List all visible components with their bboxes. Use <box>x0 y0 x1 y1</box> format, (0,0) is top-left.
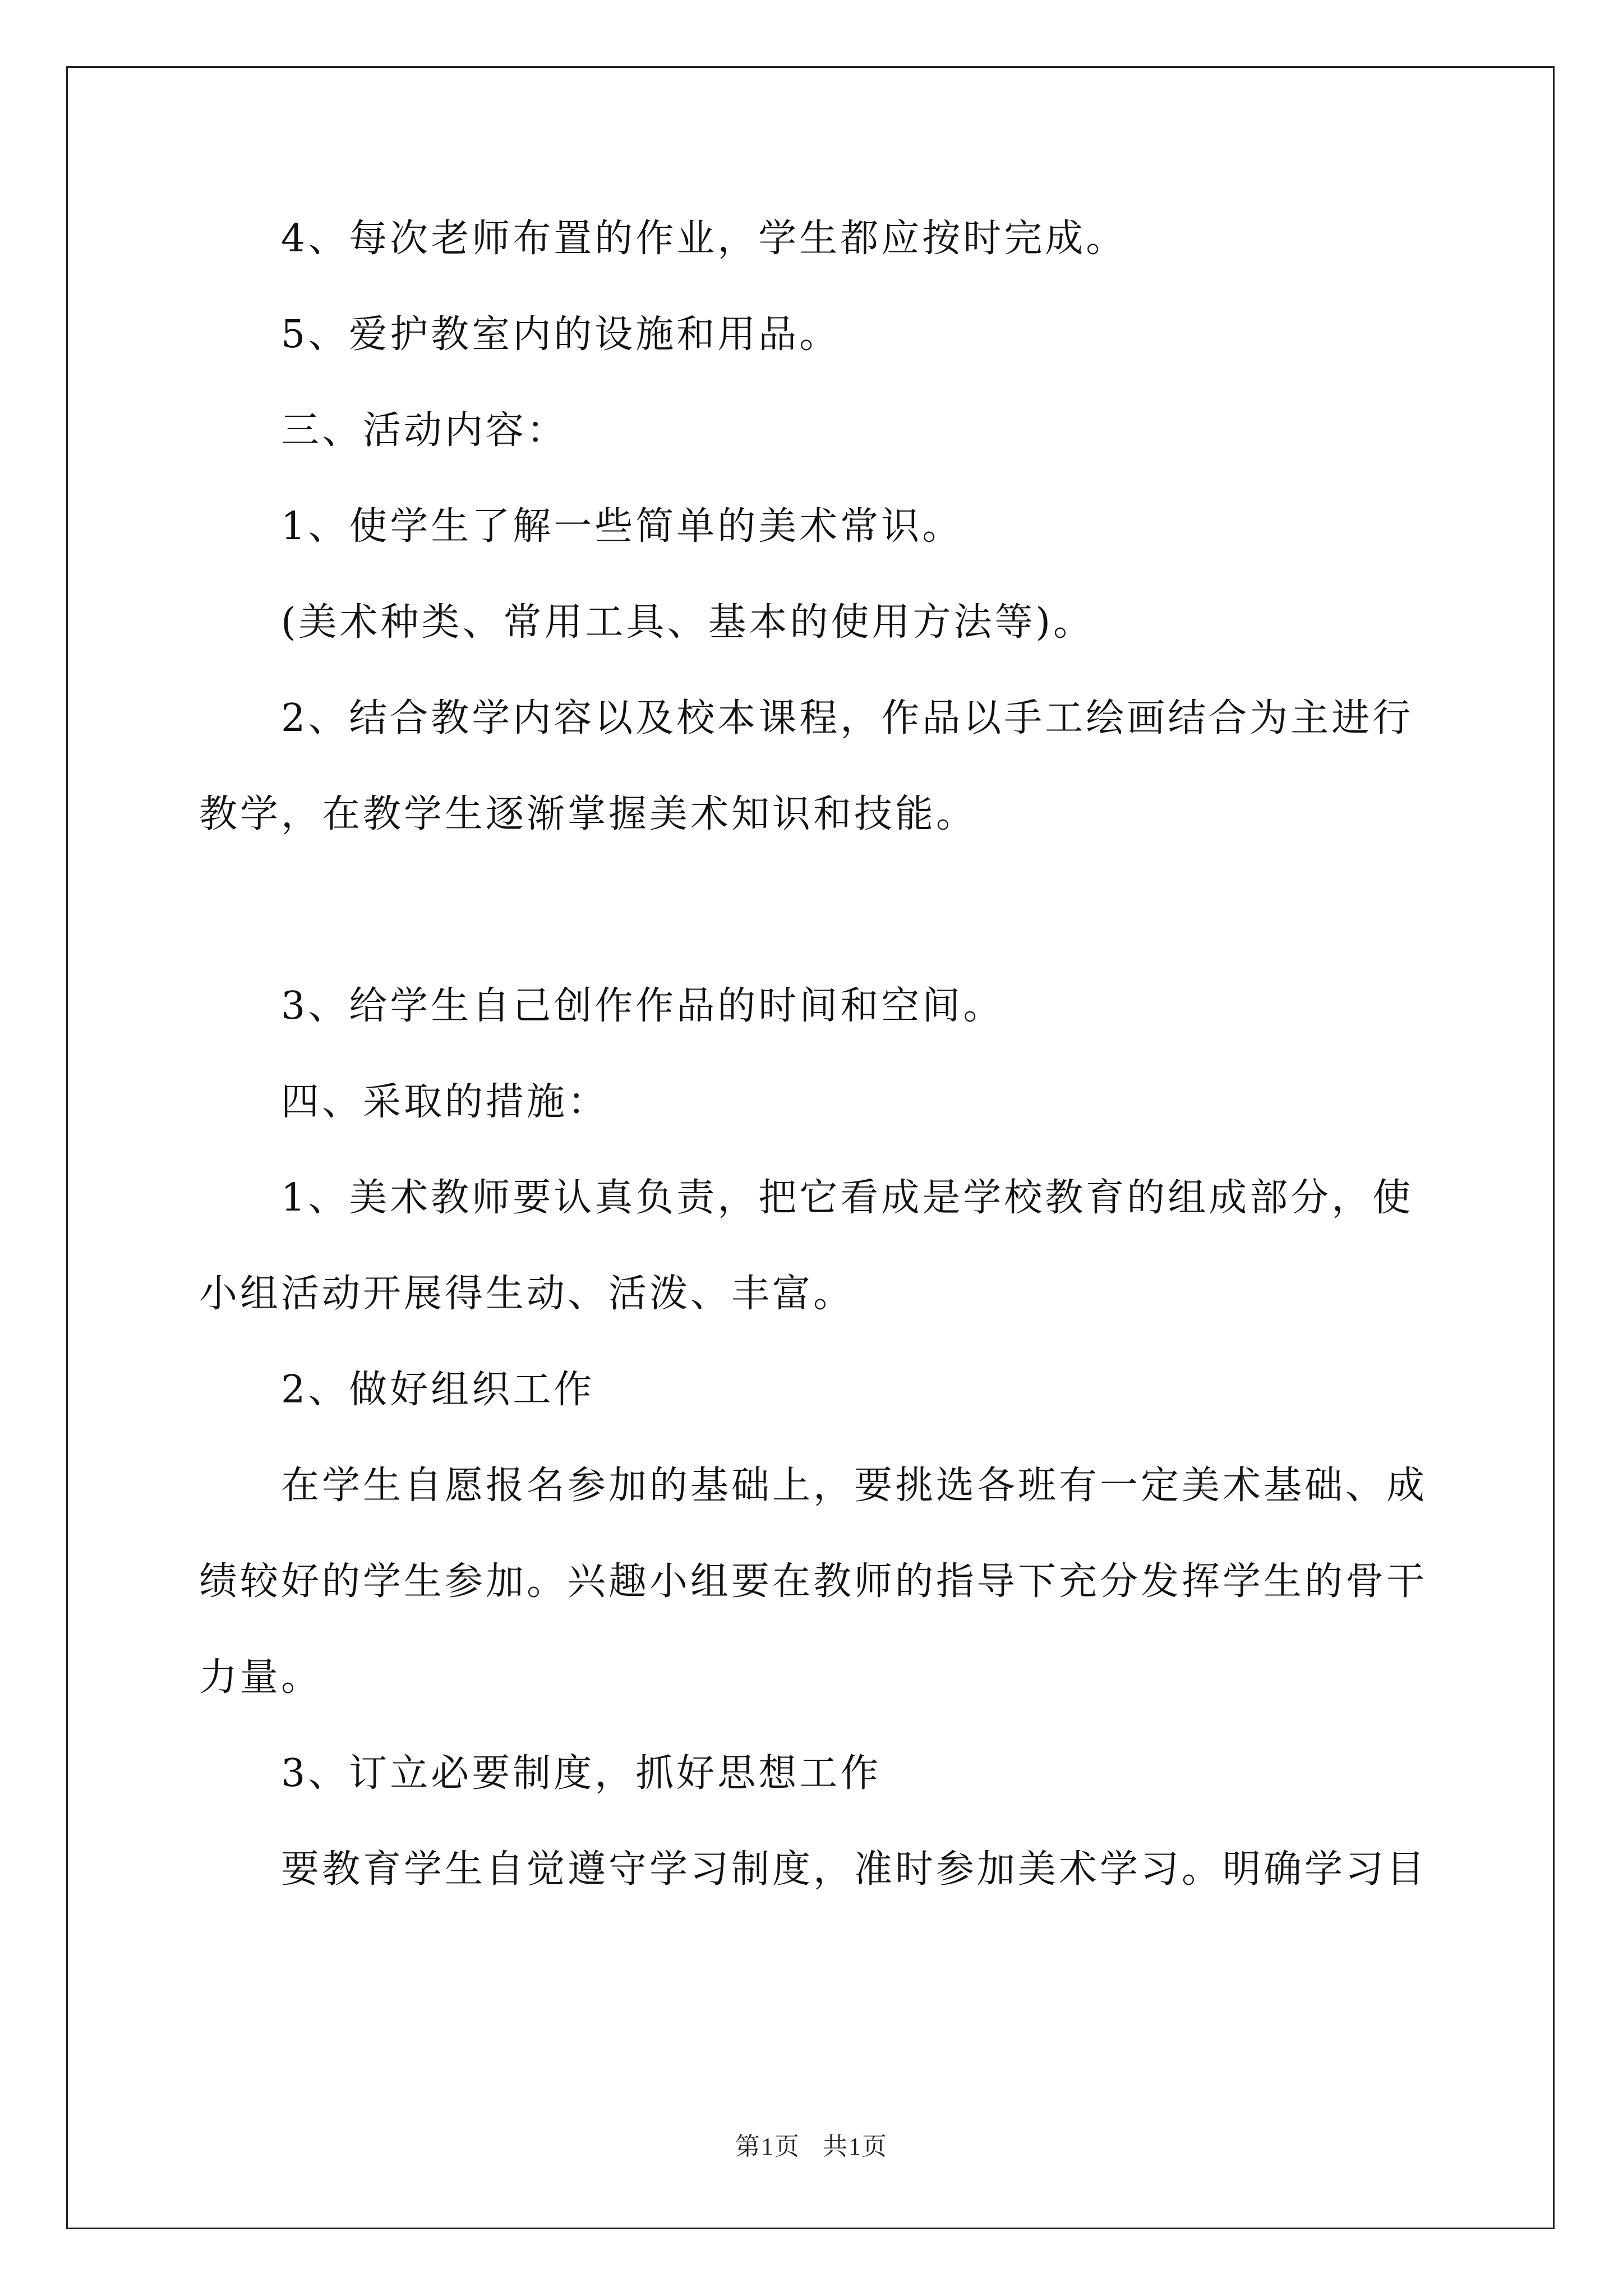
page-footer <box>0 2126 1623 2162</box>
paragraph-6: 3、给学生自己创作作品的时间和空间。 <box>281 984 1004 1028</box>
paragraph-3: 1、使学生了解一些简单的美术常识。 <box>281 504 963 549</box>
section-heading-4: 四、采取的措施： <box>281 1080 609 1124</box>
paragraph-7: 1、美术教师要认真负责，把它看成是学校教育的组成部分，使小组活动开展得生动、活泼、丰富。 <box>199 1176 1414 1316</box>
paragraph-5: 2、结合教学内容以及校本课程，作品以手工绘画结合为主进行教学，在教学生逐渐掌握美术知识和技能。 <box>199 696 1414 836</box>
page-number-current: 第1页 <box>735 2133 800 2160</box>
paragraph-8: 2、做好组织工作 <box>281 1368 595 1412</box>
page-number-total: 共1页 <box>823 2133 888 2160</box>
paragraph-9: 在学生自愿报名参加的基础上，要挑选各班有一定美术基础、成绩较好的学生参加。兴趣小组要在教师的指导下充分发挥学生的骨干力量。 <box>199 1464 1428 1700</box>
paragraph-10: 3、订立必要制度，抓好思想工作 <box>281 1751 882 1796</box>
paragraph-2: 5、爱护教室内的设施和用品。 <box>281 312 841 357</box>
section-heading-3: 三、活动内容： <box>281 408 568 453</box>
paragraph-11: 要教育学生自觉遵守学习制度，准时参加美术学习。明确学习目 <box>281 1847 1428 1892</box>
paragraph-1: 4、每次老师布置的作业，学生都应按时完成。 <box>281 217 1127 261</box>
paragraph-4: (美术种类、常用工具、基本的使用方法等)。 <box>281 600 1095 645</box>
